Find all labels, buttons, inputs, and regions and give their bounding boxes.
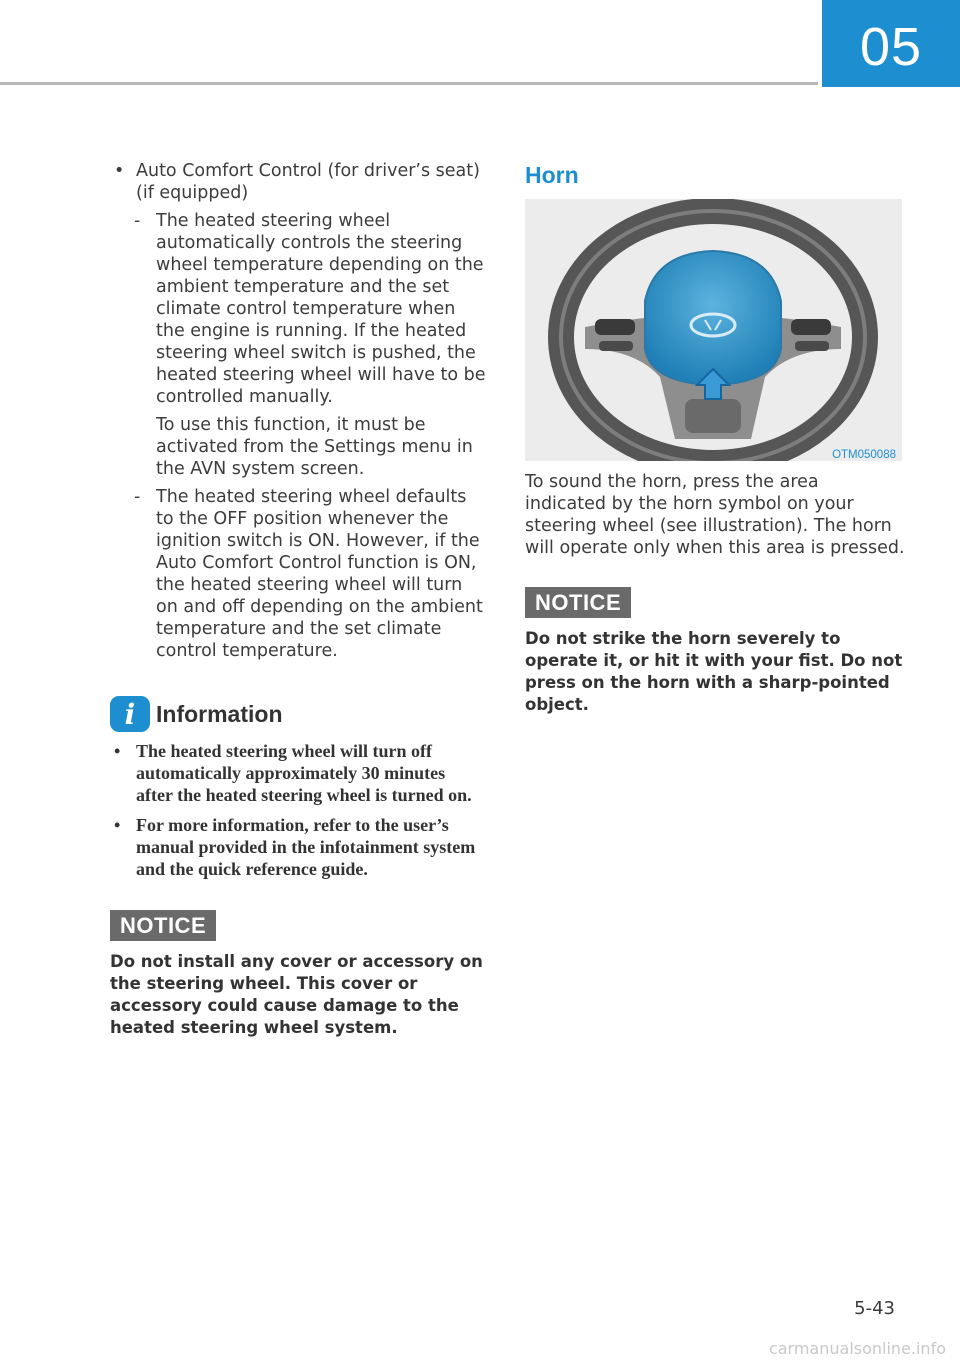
dash-icon: -	[134, 211, 141, 231]
notice-label: NOTICE	[525, 587, 631, 618]
list-item	[110, 210, 486, 408]
watermark: carmanualsonline.info	[768, 1339, 946, 1358]
dash-text: The heated steering wheel automatically controls the steering wheel temperature depending on the ambient temperature and the set climate control temperature when the engine is running. If the heated steering wheel switch is pushed, the heated steering wheel will have to be controlled manually.	[156, 211, 486, 407]
list-item	[110, 160, 486, 204]
information-icon: i	[110, 696, 150, 732]
notice-text: Do not strike the horn severely to operate it, or hit it with your fist. Do not press on the horn with a sharp-pointed object.	[525, 629, 903, 714]
bullet-icon: •	[114, 741, 121, 761]
information-heading	[110, 696, 486, 732]
dash-icon: -	[134, 487, 141, 507]
figure-caption: OTM050088	[832, 449, 896, 461]
steering-wheel-illustration	[525, 199, 902, 461]
page-number: 5-43	[854, 1298, 895, 1319]
horn-paragraph: To sound the horn, press the area indicated by the horn symbol on your steering wheel (see illustration). The horn will operate only when this area is pressed.	[525, 472, 905, 558]
information-text: The heated steering wheel will turn off automatically approximately 30 minutes after the heated steering wheel is turned on.	[136, 741, 472, 805]
dash-text: The heated steering wheel defaults to the OFF position whenever the ignition switch is ON. However, if the Auto Comfort Control function is ON, the heated steering wheel will turn on and off depending on the ambient temperature and the set climate control temperature.	[156, 487, 483, 661]
section-title: Horn	[525, 162, 579, 188]
right-column	[525, 160, 905, 716]
left-column	[110, 160, 486, 1039]
notice-text: Do not install any cover or accessory on the steering wheel. This cover or accessory could cause damage to the heated steering wheel system.	[110, 952, 483, 1037]
bullet-icon: •	[114, 815, 121, 835]
list-item	[110, 814, 486, 880]
list-item	[110, 486, 486, 662]
information-text: For more information, refer to the user’s manual provided in the infotainment system and the quick reference guide.	[136, 815, 476, 879]
chapter-tab: 05	[822, 0, 960, 87]
notice-block	[525, 587, 905, 716]
dash-extra-text: To use this function, it must be activated from the Settings menu in the AVN system screen.	[156, 415, 473, 479]
bullet-text: Auto Comfort Control (for driver’s seat) (if equipped)	[136, 161, 480, 203]
information-title: Information	[156, 700, 283, 727]
steering-wheel-figure	[525, 199, 902, 461]
notice-label: NOTICE	[110, 910, 216, 941]
bullet-icon: •	[114, 161, 125, 181]
notice-block	[110, 910, 486, 1039]
list-item	[110, 740, 486, 806]
header-rule	[0, 82, 818, 85]
